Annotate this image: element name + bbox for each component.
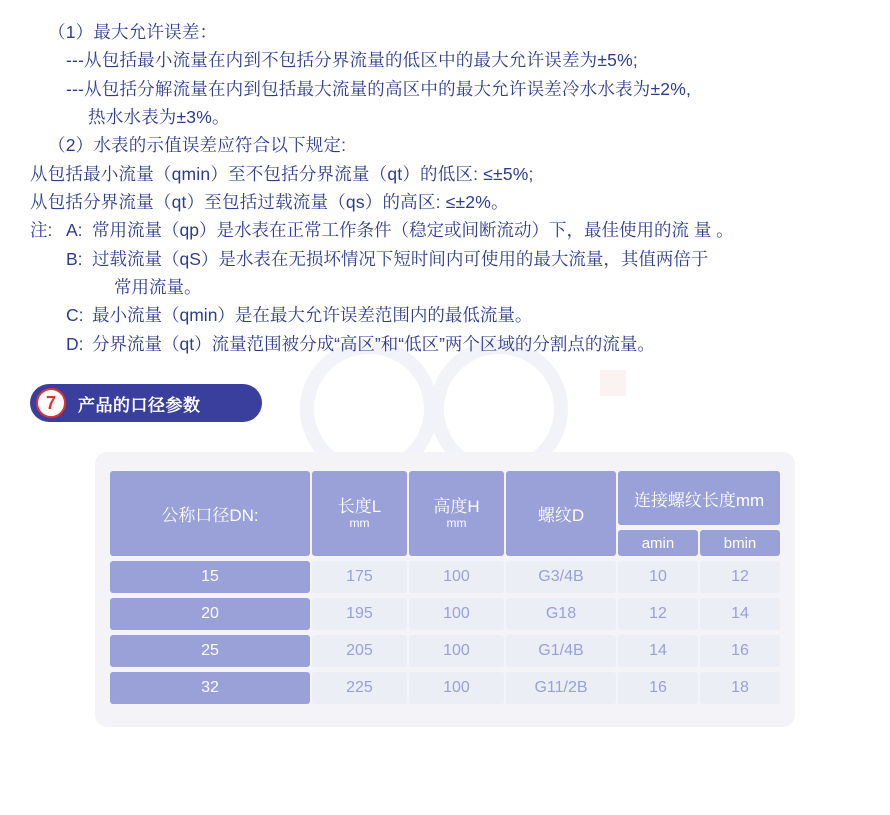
note-spacer [30, 245, 66, 273]
note-text: 常用流量（qp）是水表在正常工作条件（稳定或间断流动）下，最佳使用的流 量 。 [92, 220, 734, 241]
note-row [30, 245, 860, 273]
cell-thread: G1/4B [506, 635, 616, 667]
cell-dn: 32 [110, 672, 310, 704]
cell-bmin: 12 [700, 561, 780, 593]
paragraph-line: ---从包括最小流量在内到不包括分界流量的低区中的最大允许误差为±5%; [66, 50, 638, 71]
note-text: 最小流量（qmin）是在最大允许误差范围内的最低流量。 [92, 305, 533, 326]
cell-amin: 16 [618, 672, 698, 704]
paragraph-line: 从包括最小流量（qmin）至不包括分界流量（qt）的低区: ≤±5%; [30, 163, 534, 184]
cell-thread: G18 [506, 598, 616, 630]
note-key [66, 273, 92, 301]
header-length [312, 471, 407, 556]
paragraph-line: 热水水表为±3%。 [88, 107, 230, 128]
cell-length: 195 [312, 598, 407, 630]
note-row [30, 330, 860, 358]
header-amin: amin [618, 530, 698, 556]
note-text: 分界流量（qt）流量范围被分成“高区”和“低区”两个区域的分割点的流量。 [92, 333, 655, 354]
cell-dn: 20 [110, 598, 310, 630]
note-spacer [30, 273, 66, 301]
note-key: C: [66, 305, 84, 326]
note-spacer [30, 330, 66, 358]
note-spacer [30, 301, 66, 329]
note-text: 常用流量。 [114, 277, 202, 298]
cell-amin: 10 [618, 561, 698, 593]
cell-length: 205 [312, 635, 407, 667]
note-text: 过载流量（qS）是水表在无损坏情况下短时间内可使用的最大流量，其值两倍于 [92, 248, 709, 269]
table-row [110, 672, 780, 704]
header-thread: 螺纹D [506, 471, 616, 556]
cell-height: 100 [409, 635, 504, 667]
spec-table-container [95, 452, 795, 727]
table-row [110, 561, 780, 593]
table-row [110, 598, 780, 630]
header-connect-thread: 连接螺纹长度mm [618, 471, 780, 525]
cell-height: 100 [409, 598, 504, 630]
header-length-unit: mm [349, 516, 370, 531]
spec-table [108, 466, 782, 709]
section-header [30, 384, 262, 422]
cell-amin: 14 [618, 635, 698, 667]
cell-thread: G11/2B [506, 672, 616, 704]
note-row [30, 216, 860, 244]
cell-bmin: 18 [700, 672, 780, 704]
header-height [409, 471, 504, 556]
note-key: B: [66, 248, 83, 269]
cell-bmin: 14 [700, 598, 780, 630]
header-dn: 公称口径DN: [110, 471, 310, 556]
table-row [110, 635, 780, 667]
cell-height: 100 [409, 561, 504, 593]
section-title: 产品的口径参数 [78, 395, 201, 415]
note-key: D: [66, 333, 84, 354]
cell-dn: 25 [110, 635, 310, 667]
section-number-badge: 7 [36, 388, 66, 418]
cell-thread: G3/4B [506, 561, 616, 593]
paragraph-line: ---从包括分解流量在内到包括最大流量的高区中的最大允许误差冷水水表为±2%, [66, 78, 692, 99]
paragraph-line: （2）水表的示值误差应符合以下规定: [48, 135, 347, 156]
header-bmin: bmin [700, 530, 780, 556]
cell-height: 100 [409, 672, 504, 704]
cell-amin: 12 [618, 598, 698, 630]
cell-length: 175 [312, 561, 407, 593]
header-height-label: 高度H [433, 497, 480, 517]
paragraph-line: 从包括分界流量（qt）至包括过载流量（qs）的高区: ≤±2%。 [30, 192, 509, 213]
paragraph-line: （1）最大允许误差： [48, 22, 218, 42]
note-row [30, 301, 860, 329]
cell-dn: 15 [110, 561, 310, 593]
document-content [30, 18, 860, 727]
note-key: A: [66, 220, 83, 241]
cell-length: 225 [312, 672, 407, 704]
header-length-label: 长度L [337, 497, 382, 517]
note-row [30, 273, 860, 301]
header-height-unit: mm [446, 516, 467, 531]
notes-label: 注: [30, 220, 53, 241]
table-header-row [110, 471, 780, 525]
cell-bmin: 16 [700, 635, 780, 667]
